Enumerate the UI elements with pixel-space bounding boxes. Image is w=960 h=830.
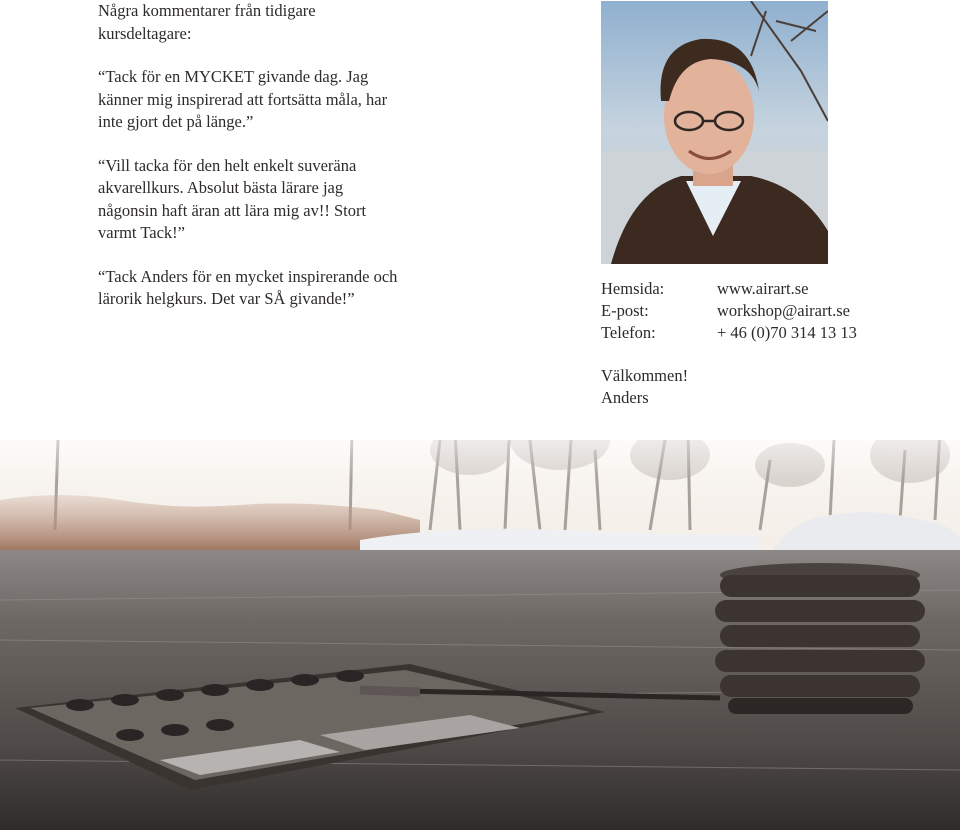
quote-2: “Vill tacka för den helt enkelt suveräna akvarellkurs. Absolut bästa lärare jag någonsin haft äran att lära mig av!! Stort varmt Tack!” xyxy=(98,155,367,242)
author-name: Anders xyxy=(601,388,649,407)
phone-label: Telefon: xyxy=(601,323,656,342)
contact-info xyxy=(601,278,857,344)
quote-3: “Tack Anders för en mycket inspirerande och lärorik helgkurs. Det var SÅ givande!” xyxy=(98,266,398,308)
website-link[interactable]: www.airart.se xyxy=(717,279,809,298)
contact-row-website xyxy=(601,278,857,300)
signoff xyxy=(601,365,688,409)
phone-number: + 46 (0)70 314 13 13 xyxy=(717,323,857,342)
email-link[interactable]: workshop@airart.se xyxy=(717,301,850,320)
testimonials xyxy=(98,0,398,332)
contact-row-email xyxy=(601,300,857,322)
contact-row-phone xyxy=(601,322,857,344)
greeting: Välkommen! xyxy=(601,366,689,385)
testimonials-heading: Några kommentarer från tidigare kursdeltagare: xyxy=(98,1,316,43)
email-label: E-post: xyxy=(601,301,649,320)
quote-1: “Tack för en MYCKET givande dag. Jag känner mig inspirerad att fortsätta måla, har inte gjort det på länge.” xyxy=(98,67,388,131)
portrait-photo xyxy=(601,1,828,264)
water-jar xyxy=(715,563,925,714)
website-label: Hemsida: xyxy=(601,279,665,298)
